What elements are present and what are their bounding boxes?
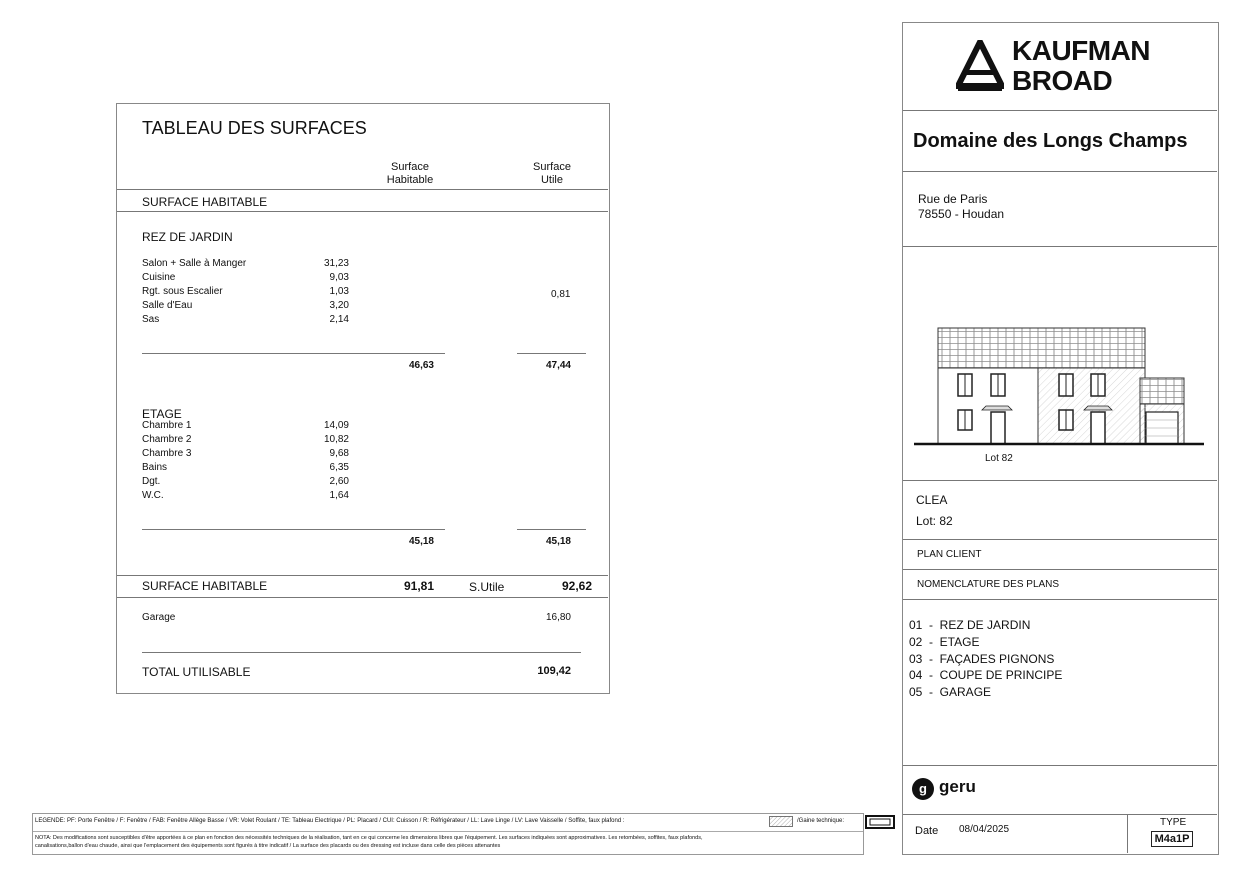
table-title: TABLEAU DES SURFACES	[142, 118, 367, 138]
legend-note-line2: canalisations,ballon d'eau chaude, ainsi que l'emplacement des équipements sont figurés à titre indicatif / La surface des placards ou des dressing est incluse dans celle des pièces attenantes	[35, 843, 501, 849]
room-value: 10,82	[323, 434, 349, 445]
legend-note-line1: NOTA: Des modifications sont susceptibles d'être apportées à ce plan en fonction des nécessités techniques de la réalisation, tant en ce qui concerne les dimensions libres que l'équipement. Les surfaces indiquées sont approximatives. Les retombées, soffites, faux plafonds,	[35, 835, 703, 841]
type-value: M4a1P	[1151, 831, 1193, 847]
col-header-habitable: Surface Habitable	[386, 161, 434, 186]
rez-total-habitable: 46,63	[408, 360, 434, 371]
room-value: 3,20	[329, 300, 349, 311]
room-value: 6,35	[329, 462, 349, 473]
room-value: 31,23	[323, 258, 349, 269]
svg-text:g: g	[919, 781, 927, 796]
summary-utile: 92,62	[561, 579, 592, 593]
room-name: Dgt.	[142, 476, 161, 487]
total-value: 109,42	[537, 665, 571, 677]
room-name: W.C.	[142, 490, 164, 501]
soffite-hatch-swatch	[769, 816, 793, 827]
room-name: Sas	[142, 314, 160, 325]
summary-label: SURFACE HABITABLE	[142, 579, 268, 593]
logo-text-line1: KAUFMAN	[1012, 35, 1151, 66]
room-value: 9,03	[329, 272, 349, 283]
summary-habitable: 91,81	[403, 579, 434, 593]
project-name: Domaine des Longs Champs	[913, 130, 1188, 152]
address-line1: Rue de Paris	[918, 192, 988, 206]
date-label: Date	[915, 825, 939, 837]
room-value: 1,03	[329, 286, 349, 297]
room-value: 9,68	[329, 448, 349, 459]
room-name: Chambre 1	[142, 420, 192, 431]
gaine-technique-icon	[865, 815, 895, 829]
legend-line: LEGENDE: PF: Porte Fenêtre / F: Fenêtre / FAB: Fenêtre Allège Basse / VR: Volet Roulant / TE: Tableau Electrique / PL: Placard / CUI: Cuisson / R: Réfrigérateur / LL: Lave Linge / LV: Lave Vaisselle / Soffite, faux plafond :	[35, 818, 625, 824]
lot-caption: Lot 82	[985, 453, 1013, 464]
geru-logo-icon	[911, 777, 935, 801]
model-name: CLEA	[916, 493, 948, 507]
lot-number: Lot: 82	[916, 514, 953, 528]
room-value: 2,60	[329, 476, 349, 487]
logo-text-line2: BROAD	[1012, 65, 1113, 96]
room-name: Chambre 2	[142, 434, 192, 445]
date-value: 08/04/2025	[959, 824, 1010, 835]
plan-list-item: 04 - COUPE DE PRINCIPE	[909, 668, 1063, 682]
room-name: Cuisine	[142, 272, 176, 283]
garage-value: 16,80	[545, 612, 571, 623]
plan-list-item: 03 - FAÇADES PIGNONS	[909, 652, 1055, 666]
etage-total-habitable: 45,18	[408, 536, 434, 547]
plan-client: PLAN CLIENT	[917, 549, 982, 560]
room-name: Salle d'Eau	[142, 300, 193, 311]
rez-total-utile: 47,44	[545, 360, 571, 371]
garage-label: Garage	[142, 612, 176, 623]
room-name: Chambre 3	[142, 448, 192, 459]
col-header-utile: Surface Utile	[533, 161, 571, 186]
room-name: Salon + Salle à Manger	[142, 258, 247, 269]
summary-utile-label: S.Utile	[469, 580, 505, 594]
room-value: 2,14	[329, 314, 349, 325]
nomenclature-title: NOMENCLATURE DES PLANS	[917, 579, 1060, 590]
total-label: TOTAL UTILISABLE	[142, 665, 251, 679]
plan-list-item: 02 - ETAGE	[909, 635, 980, 649]
section-header: SURFACE HABITABLE	[142, 195, 268, 209]
room-name: Rgt. sous Escalier	[142, 286, 223, 297]
address-line2: 78550 - Houdan	[918, 207, 1005, 221]
room-name: Bains	[142, 462, 168, 473]
plan-list-item: 05 - GARAGE	[909, 685, 992, 699]
legend-gaine-label: /Gaine technique:	[797, 818, 845, 824]
rez-title: REZ DE JARDIN	[142, 230, 233, 244]
geru-logo-text: geru	[939, 777, 976, 796]
triangle-logo-icon	[956, 40, 1004, 92]
room-value: 14,09	[323, 420, 349, 431]
room-value: 1,64	[329, 490, 349, 501]
etage-total-utile: 45,18	[545, 536, 571, 547]
house-facade-drawing	[914, 320, 1206, 450]
type-label: TYPE	[1160, 817, 1187, 828]
plan-list-item: 01 - REZ DE JARDIN	[909, 618, 1031, 632]
room-utile: 0,81	[551, 289, 571, 300]
etage-title: ETAGE	[142, 407, 182, 421]
